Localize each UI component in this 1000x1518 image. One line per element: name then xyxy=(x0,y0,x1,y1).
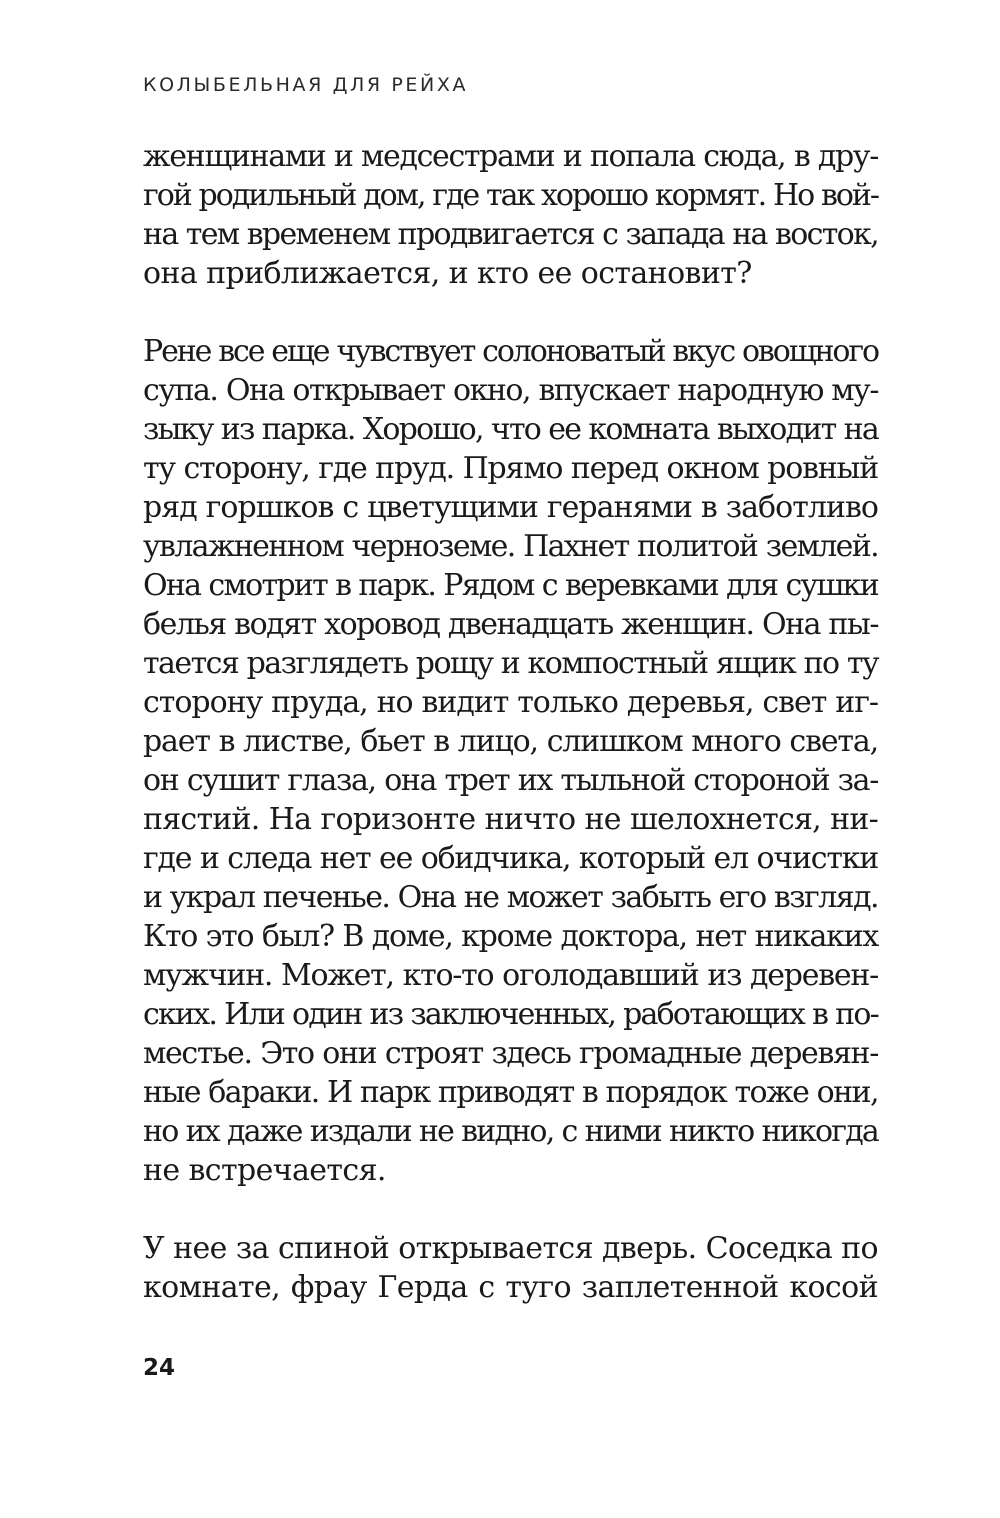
text-line: Она смотрит в парк. Рядом с веревками для сушки xyxy=(143,568,878,603)
paragraph xyxy=(143,137,878,293)
text-line: мужчин. Может, кто-то оголодавший из деревен- xyxy=(143,958,878,993)
text-line: ряд горшков с цветущими геранями в заботливо xyxy=(143,490,878,525)
text-line: не встречается. xyxy=(143,1153,386,1188)
text-line: Кто это был? В доме, кроме доктора, нет никаких xyxy=(143,919,878,954)
text-line: местье. Это они строят здесь громадные деревян- xyxy=(143,1036,878,1071)
text-line: пястий. На горизонте ничто не шелохнется, ни- xyxy=(143,802,878,837)
text-line: она приближается, и кто ее остановит? xyxy=(143,256,752,291)
running-head: КОЛЫБЕЛЬНАЯ ДЛЯ РЕЙХА xyxy=(143,74,469,96)
text-line: но их даже издали не видно, с ними никто никогда xyxy=(143,1114,878,1149)
paragraph xyxy=(143,332,878,1190)
text-line: зыку из парка. Хорошо, что ее комната выходит на xyxy=(143,412,878,447)
text-line: он сушит глаза, она трет их тыльной стороной за- xyxy=(143,763,878,798)
text-line: У нее за спиной открывается дверь. Соседка по xyxy=(143,1231,878,1266)
text-line: Рене все еще чувствует солоноватый вкус овощного xyxy=(143,334,878,369)
text-line: ту сторону, где пруд. Прямо перед окном ровный xyxy=(143,451,878,486)
text-line: ских. Или один из заключенных, работающих в по- xyxy=(143,997,878,1032)
text-line: ные бараки. И парк приводят в порядок тоже они, xyxy=(143,1075,878,1110)
text-line: на тем временем продвигается с запада на восток, xyxy=(143,217,878,252)
text-line: и украл печенье. Она не может забыть его взгляд. xyxy=(143,880,878,915)
text-line: сторону пруда, но видит только деревья, свет иг- xyxy=(143,685,878,720)
body-text xyxy=(143,137,878,1307)
text-line: супа. Она открывает окно, впускает народную му- xyxy=(143,373,878,408)
text-line: гой родильный дом, где так хорошо кормят. Но вой- xyxy=(143,178,878,213)
text-line: где и следа нет ее обидчика, который ел очистки xyxy=(143,841,878,876)
text-line: комнате, фрау Герда с туго заплетенной косой xyxy=(143,1270,878,1305)
page-number: 24 xyxy=(143,1355,176,1381)
paragraph xyxy=(143,1229,878,1307)
text-line: тается разглядеть рощу и компостный ящик по ту xyxy=(143,646,878,681)
text-line: увлажненном черноземе. Пахнет политой землей. xyxy=(143,529,878,564)
text-line: женщинами и медсестрами и попала сюда, в дру- xyxy=(143,139,878,174)
text-line: белья водят хоровод двенадцать женщин. Она пы- xyxy=(143,607,878,642)
text-line: рает в листве, бьет в лицо, слишком много света, xyxy=(143,724,878,759)
